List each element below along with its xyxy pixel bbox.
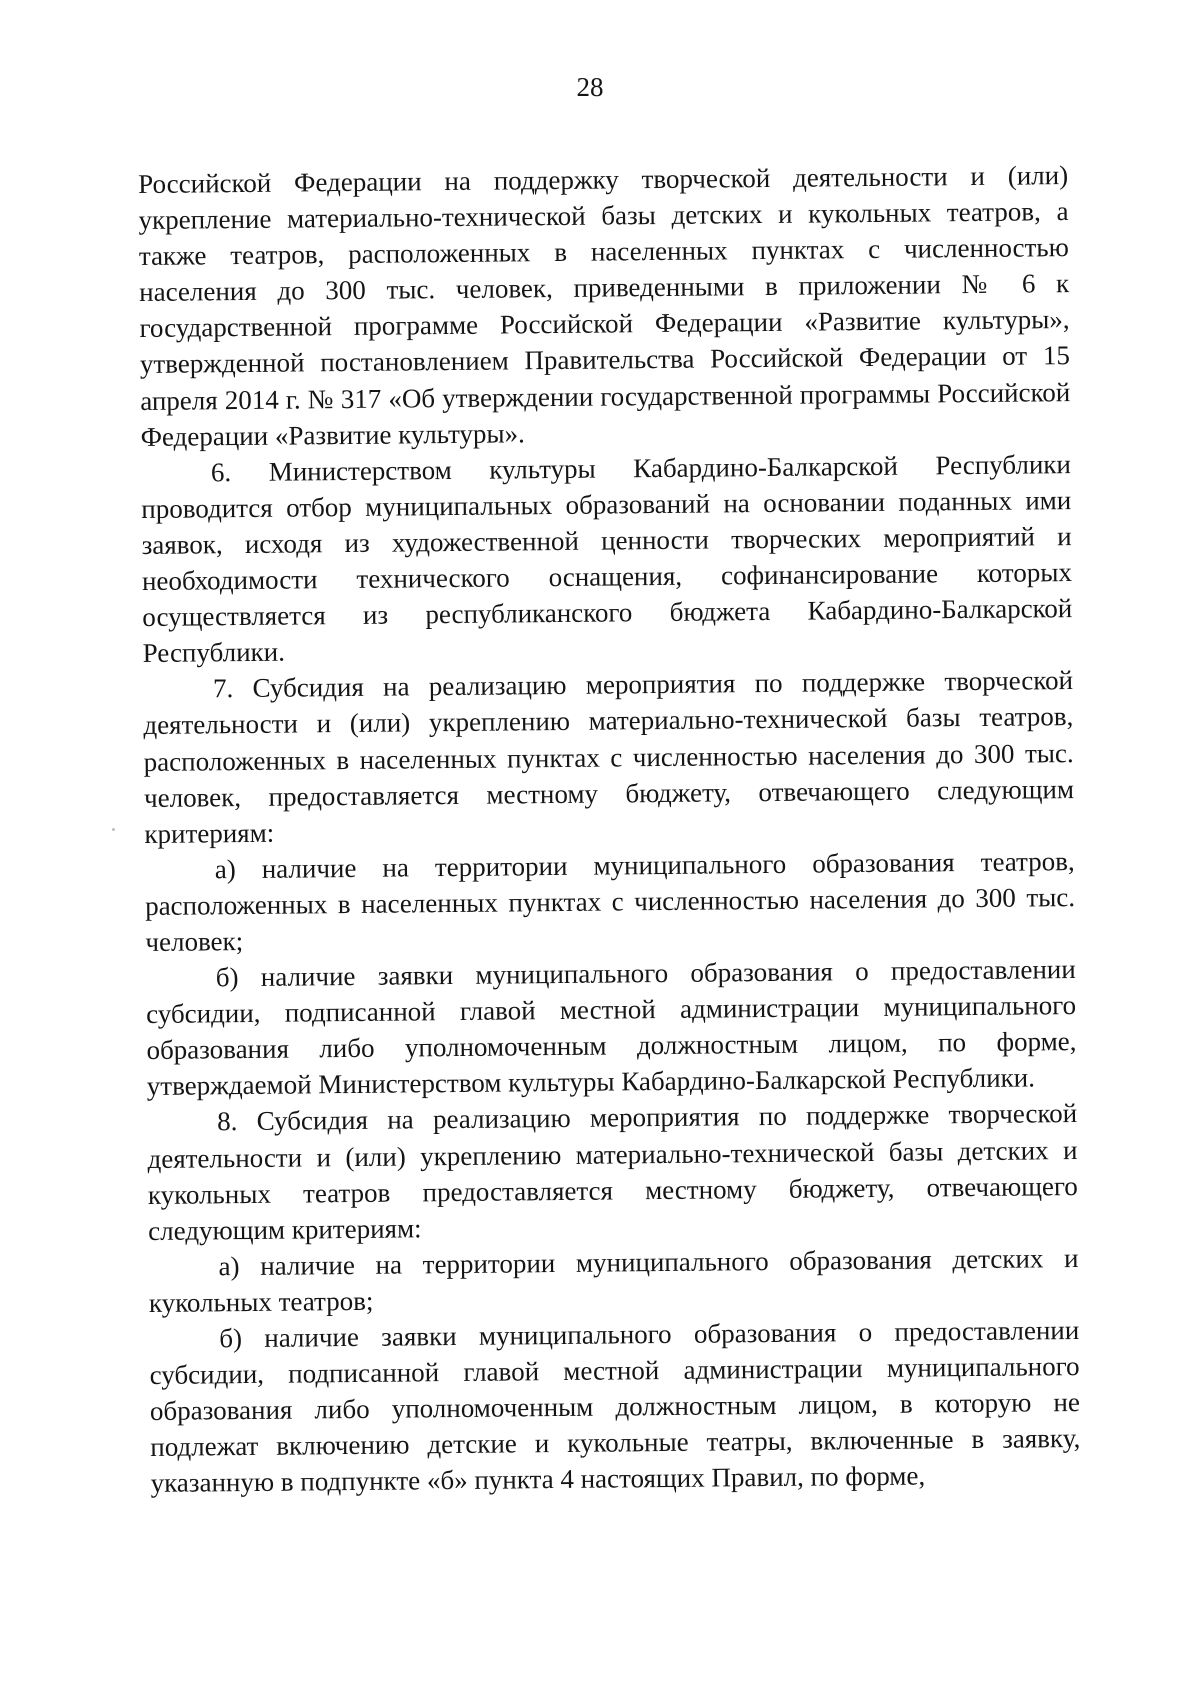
paragraph-federal-programs: Российской Федерации на поддержку творческой деятельности и (или) укрепление материально-технической базы детских и кукольных театров, а также театров, расположенных в населенных пунктах с численностью населения до 300 тыс. человек, приведенными в приложении № 6 к государственной программе Российской Федерации «Развитие культуры», утвержденной постановлением Правительства Российской Федерации от 15 апреля 2014 г. № 317 «Об утверждении государственной программы Российской Федерации «Развитие культуры». [138,160,1071,452]
document-body [138,157,1081,1501]
paragraph-item-6: 6. Министерством культуры Кабардино-Балкарской Республики проводится отбор муниципальных образований на основании поданных ими заявок, исходя из художественной ценности творческих мероприятий и необходимости технического оснащения, софинансирование которых осуществляется из республиканского бюджета Кабардино-Балкарской Республики. [141,448,1073,669]
paragraph-item-7: 7. Субсидия на реализацию мероприятия по поддержке творческой деятельности и (или) укреплению материально-технической базы театров, расположенных в населенных пунктах с численностью населения до 300 тыс. человек, предоставляется местному бюджету, отвечающего следующим критериям: [143,665,1075,849]
paragraph-item-8a: а) наличие на территории муниципального образования детских и кукольных театров; [148,1242,1079,1318]
page-number: 28 [576,72,604,102]
paragraph-item-7b: б) наличие заявки муниципального образования о предоставлении субсидии, подписанной главой местной администрации муниципального образования либо уполномоченным должностным лицом, по форме, утверждаемой Министерством культуры Кабардино-Балкарской Республики. [145,954,1077,1102]
paragraph-item-8: 8. Субсидия на реализацию мероприятия по поддержке творческой деятельности и (или) укреплению материально-технической базы детских и кукольных театров предоставляется местному бюджету, отвечающего следующим критериям: [147,1098,1078,1246]
scan-speck [112,828,115,831]
paragraph-item-7a: а) наличие на территории муниципального образования театров, расположенных в населенных пунктах с численностью населения до 300 тыс. человек; [144,845,1076,957]
paragraph-item-8b: б) наличие заявки муниципального образования о предоставлении субсидии, подписанной главой местной администрации муниципального образования либо уполномоченным должностным лицом, в которую не подлежат включению детские и кукольные театры, включенные в заявку, указанную в подпункте «б» пункта 4 настоящих Правил, по форме, [149,1315,1081,1499]
